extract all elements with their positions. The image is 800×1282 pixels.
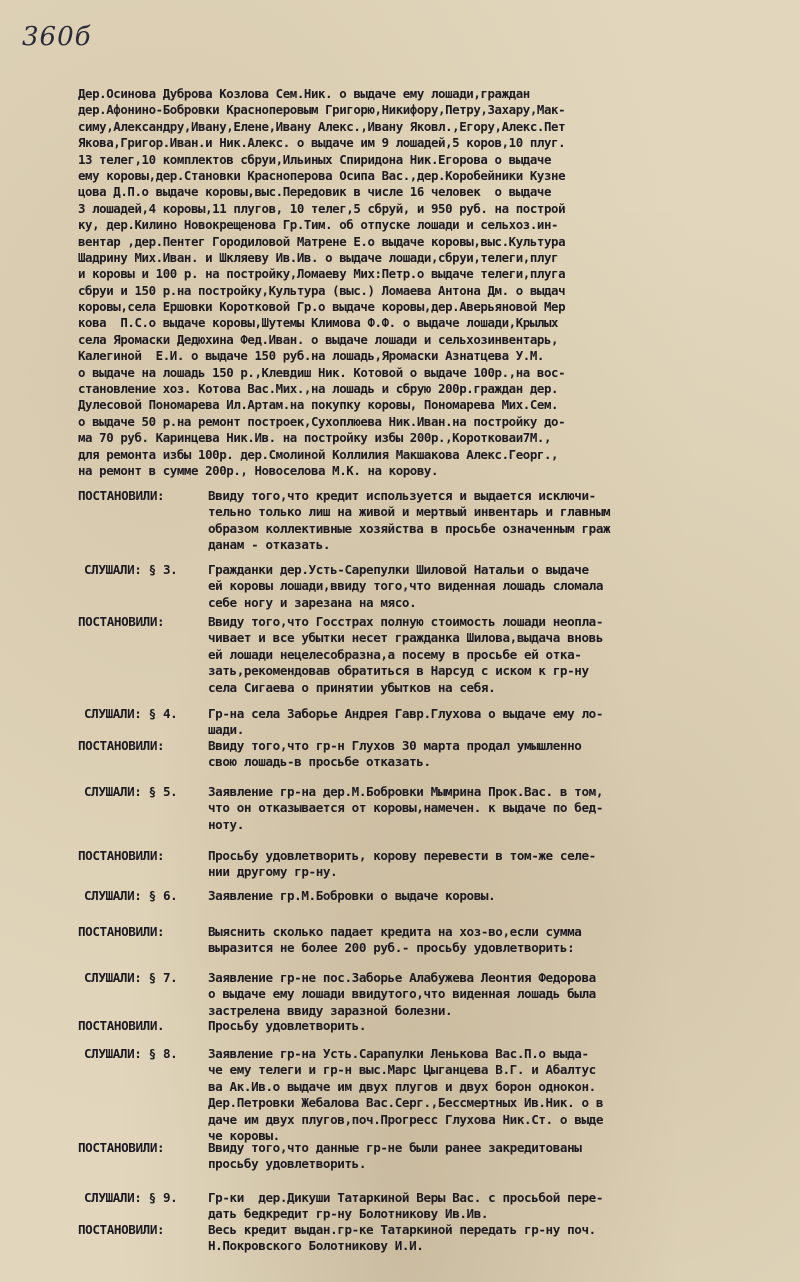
entry-text xyxy=(208,1140,581,1173)
preamble-text xyxy=(78,86,778,479)
preamble-line: на ремонт в сумме 200р., Новоселова М.К. на корову. xyxy=(78,462,439,478)
entry-label: СЛУШАЛИ: § 9. xyxy=(84,1190,178,1205)
entry-text-line: че коровы. xyxy=(208,1127,280,1143)
entry-text-line: Ввиду того,что кредит используется и выдается исключи- xyxy=(208,488,596,503)
entry-text-line: Гр-ки дер.Дикуши Татаркиной Веры Вас. с просьбой пере- xyxy=(208,1190,604,1205)
entry-text xyxy=(208,488,610,554)
entry-text xyxy=(208,1046,603,1144)
entry-text-line: дать бедкредит гр-ну Болотникову Ив.Ив. xyxy=(208,1206,489,1222)
entry-text-line: просьбу удовлетворить. xyxy=(208,1156,367,1172)
entry-label: ПОСТАНОВИЛИ: xyxy=(78,614,165,629)
preamble-line: вентар ,дер.Пентег Городиловой Матрене Е.о выдаче коровы,выс.Культура xyxy=(78,233,566,249)
entry-text-line: ноту. xyxy=(208,816,244,832)
entry-text-line: о выдаче ему лошади ввидутого,что виденная лошадь была xyxy=(208,986,596,1002)
preamble-line: цова Д.П.о выдаче коровы,выс.Передовик в числе 16 человек о выдаче xyxy=(78,184,552,200)
entry-text-line: Гр-на села Заборье Андрея Гавр.Глухова о выдаче ему ло- xyxy=(208,706,604,721)
preamble-line: ма 70 руб. Каринцева Ник.Ив. на постройку избы 200р.,Коротковаи7М., xyxy=(78,430,552,446)
entry-text-line: Весь кредит выдан.гр-ке Татаркиной передать гр-ну поч. xyxy=(208,1222,596,1237)
entry-label: СЛУШАЛИ: § 5. xyxy=(84,784,178,799)
preamble-line: кова П.С.о выдаче коровы,Шутемы Климова Ф.Ф. о выдаче лошади,Крылых xyxy=(78,315,559,331)
entry-text xyxy=(208,848,596,881)
entry-label: ПОСТАНОВИЛИ: xyxy=(78,488,165,503)
entry-text xyxy=(208,970,596,1019)
entry-label: ПОСТАНОВИЛИ: xyxy=(78,848,165,863)
preamble-line: Калегиной Е.И. о выдаче 150 руб.на лошадь,Яромаски Азнатцева У.М. xyxy=(78,348,544,364)
entry-text-line: Ввиду того,что Госстрах полную стоимость лошади неопла- xyxy=(208,614,604,629)
entry-label: ПОСТАНОВИЛИ. xyxy=(78,1018,165,1033)
entry-text-line: нии другому гр-ну. xyxy=(208,864,338,880)
entry-text xyxy=(208,1190,603,1223)
entry-text xyxy=(208,784,603,833)
entry-label: ПОСТАНОВИЛИ: xyxy=(78,738,165,753)
preamble-line: о выдаче на лошадь 150 р.,Клевдиш Ник. Котовой о выдаче 100р.,на вос- xyxy=(78,364,566,380)
entry-text xyxy=(208,888,495,904)
entry-text-line: чивает и все убытки несет гражданка Шилова,выдача вновь xyxy=(208,630,604,646)
entry-text-line: зать,рекомендовав обратиться в Нарсуд с иском к гр-ну xyxy=(208,663,589,679)
preamble-line: симу,Александру,Ивану,Елене,Ивану Алекс.,Ивану Яковл.,Егору,Алекс.Пет xyxy=(78,118,566,134)
preamble-line: Дер.Осинова Дуброва Козлова Сем.Ник. о выдаче ему лошади,граждан xyxy=(78,86,530,101)
entry-text xyxy=(208,706,603,739)
entry-label: СЛУШАЛИ: § 8. xyxy=(84,1046,178,1061)
entry-text-line: Заявление гр-не пос.Заборье Алабужева Леонтия Федорова xyxy=(208,970,596,985)
entry-text-line: что он отказывается от коровы,намечен. к выдаче по бед- xyxy=(208,800,604,816)
entry-text xyxy=(208,738,581,771)
entry-text-line: Гражданки дер.Усть-Сарепулки Шиловой Натальи о выдаче xyxy=(208,562,589,577)
entry-text-line: Заявление гр-на дер.М.Бобровки Мымрина Прок.Вас. в том, xyxy=(208,784,604,799)
entry-label: СЛУШАЛИ: § 7. xyxy=(84,970,178,985)
preamble-line: 13 телег,10 комплектов сбруи,Ильиных Спиридона Ник.Егорова о выдаче xyxy=(78,151,552,167)
preamble-line: Шадрину Мих.Иван. и Шкляеву Ив.Ив. о выдаче лошади,сбруи,телеги,плуг xyxy=(78,249,559,265)
preamble-line: Дулесовой Пономарева Ил.Артам.на покупку коровы, Пономарева Мих.Сем. xyxy=(78,397,559,413)
entry-label: ПОСТАНОВИЛИ: xyxy=(78,924,165,939)
preamble-line: и коровы и 100 р. на постройку,Ломаеву Мих:Петр.о выдаче телеги,плуга xyxy=(78,266,566,282)
entry-text-line: выразится не более 200 руб.- просьбу удовлетворить: xyxy=(208,940,575,956)
preamble-line: села Яромаски Дедюхина Фед.Иван. о выдаче лошади и сельхозинвентарь, xyxy=(78,331,559,347)
page-number: 360б xyxy=(22,22,92,52)
preamble-line: коровы,села Ершовки Коротковой Гр.о выдаче коровы,дер.Аверьяновой Мер xyxy=(78,299,566,315)
preamble-line: ку, дер.Килино Новокрещенова Гр.Тим. об отпуске лошади и сельхоз.ин- xyxy=(78,217,559,233)
entry-text-line: ей лошади нецелесобразна,а посему в просьбе ей отка- xyxy=(208,646,582,662)
entry-text xyxy=(208,1222,596,1255)
preamble-line: о выдаче 50 р.на ремонт построек,Сухоплюева Ник.Иван.на постройку до- xyxy=(78,413,566,429)
entry-text-line: Просьбу удовлетворить, корову перевести в том-же селе- xyxy=(208,848,596,863)
entry-label: ПОСТАНОВИЛИ: xyxy=(78,1222,165,1237)
preamble-line: становление хоз. Котова Вас.Мих.,на лошадь и сбрую 200р.граждан дер. xyxy=(78,381,559,397)
entry-text-line: Выяснить сколько падает кредита на хоз-во,если сумма xyxy=(208,924,582,939)
entry-label: СЛУШАЛИ: § 6. xyxy=(84,888,178,903)
entry-text-line: Дер.Петровки Жебалова Вас.Серг.,Бессмертных Ив.Ник. о в xyxy=(208,1095,604,1111)
preamble-line: Якова,Григор.Иван.и Ник.Алекс. о выдаче им 9 лошадей,5 коров,10 плуг. xyxy=(78,135,566,151)
entry-text-line: себе ногу и зарезана на мясо. xyxy=(208,594,417,610)
entry-text xyxy=(208,614,603,696)
entry-label: СЛУШАЛИ: § 4. xyxy=(84,706,178,721)
entry-text-line: ей коровы лошади,ввиду того,что виденная лошадь сломала xyxy=(208,578,604,594)
entry-text-line: Н.Покровского Болотникову И.И. xyxy=(208,1238,424,1254)
entry-text-line: села Сигаева о принятии убытков на себя. xyxy=(208,679,496,695)
entry-text-line: тельно только лиш на живой и мертвый инвентарь и главным xyxy=(208,504,611,520)
entry-text-line: Просьбу удовлетворить. xyxy=(208,1018,367,1033)
entry-text-line: шади. xyxy=(208,722,244,738)
entry-label: СЛУШАЛИ: § 3. xyxy=(84,562,178,577)
preamble-line: 3 лошадей,4 коровы,11 плугов, 10 телег,5 сбруй, и 950 руб. на построй xyxy=(78,200,566,216)
entry-text-line: Ввиду того,что гр-н Глухов 30 марта продал умышленно xyxy=(208,738,582,753)
preamble-line: для ремонта избы 100р. дер.Смолиной Коллилия Макшакова Алекс.Георг., xyxy=(78,446,559,462)
entry-text-line: Заявление гр-на Усть.Сарапулки Ленькова Вас.П.о выда- xyxy=(208,1046,589,1061)
entry-text-line: свою лошадь-в просьбе отказать. xyxy=(208,754,431,770)
entry-text xyxy=(208,562,603,611)
entry-text xyxy=(208,1018,366,1034)
entry-text-line: данам - отказать. xyxy=(208,537,331,553)
entry-text-line: образом коллективные хозяйства в просьбе означенным граж xyxy=(208,520,611,536)
entry-text-line: че ему телеги и гр-н выс.Марс Цыганцева В.Г. и Абалтус xyxy=(208,1062,596,1078)
entry-text xyxy=(208,924,581,957)
preamble-line: сбруи и 150 р.на постройку,Культура (выс.) Ломаева Антона Дм. о выдач xyxy=(78,282,566,298)
entry-text-line: даче им двух плугов,поч.Прогресс Глухова Ник.Ст. о выде xyxy=(208,1111,604,1127)
entry-text-line: застрелена ввиду заразной болезни. xyxy=(208,1002,453,1018)
entry-text-line: Ввиду того,что данные гр-не были ранее закредитованы xyxy=(208,1140,582,1155)
entry-text-line: Заявление гр.М.Бобровки о выдаче коровы. xyxy=(208,888,496,903)
preamble-line: ему коровы,дер.Становки Красноперова Осипа Вас.,дер.Коробейники Кузне xyxy=(78,167,566,183)
preamble-line: дер.Афонино-Бобровки Красноперовым Григорю,Никифору,Петру,Захару,Мак- xyxy=(78,102,566,118)
entry-text-line: ва Ак.Ив.о выдаче им двух плугов и двух борон однокон. xyxy=(208,1078,596,1094)
entry-label: ПОСТАНОВИЛИ: xyxy=(78,1140,165,1155)
